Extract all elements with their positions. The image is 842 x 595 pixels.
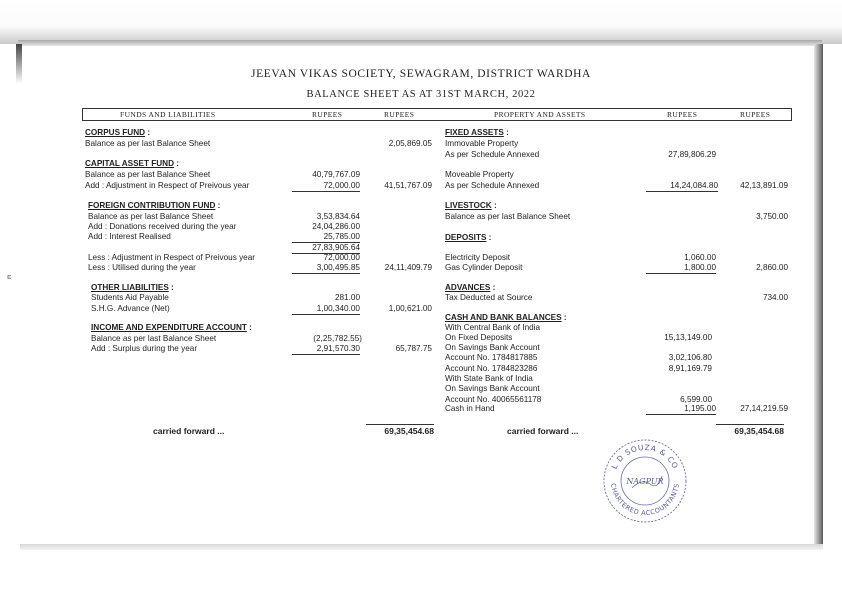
stamp-top-text: L D SOUZA & CO <box>609 442 681 471</box>
capital-asset-fund-heading: CAPITAL ASSET FUND : <box>85 159 180 168</box>
moveable-property-label: Moveable Property <box>445 170 514 179</box>
fixed-assets-total: 42,13,891.09 <box>740 181 788 190</box>
fixed-deposits-label: On Fixed Deposits <box>445 333 513 342</box>
corpus-balance-total: 2,05,869.05 <box>388 139 432 148</box>
cash-in-hand-amount: 1,195.00 <box>646 404 716 415</box>
header-rupees-1: RUPEES <box>312 110 343 119</box>
livestock-balance-label: Balance as per last Balance Sheet <box>445 212 571 221</box>
scan-top-shadow <box>18 40 822 46</box>
central-bank-label: With Central Bank of India <box>445 323 541 332</box>
document-subtitle: BALANCE SHEET AS AT 31ST MARCH, 2022 <box>306 89 536 100</box>
stamp-bottom-text: CHARTERED ACCOUNTANTS <box>609 482 681 518</box>
foreign-donations-label: Add : Donations received during the year <box>88 222 237 231</box>
income-total: 65,787.75 <box>395 344 432 353</box>
account-3-label: Account No. 40065561178 <box>445 395 542 404</box>
income-surplus-label: Add : Surplus during the year <box>91 344 198 353</box>
capital-add-amount: 72,000.00 <box>292 181 360 192</box>
cash-bank-total: 27,14,219.59 <box>740 404 788 413</box>
liabilities-carried-forward-total: 69,35,454.68 <box>366 424 434 436</box>
cash-in-hand-label: Cash in Hand <box>445 404 495 413</box>
capital-balance-amount: 40,79,767.09 <box>312 170 360 179</box>
document-title: JEEVAN VIKAS SOCIETY, SEWAGRAM, DISTRICT WARDHA <box>251 68 591 80</box>
foreign-total: 24,11,409.79 <box>384 263 432 272</box>
assets-carried-forward-total: 69,35,454.68 <box>716 424 784 436</box>
other-liabilities-total: 1,00,621.00 <box>388 304 432 313</box>
account-2-label: Account No. 1784823286 <box>445 364 538 373</box>
shg-advance-label: S.H.G. Advance (Net) <box>91 304 170 313</box>
other-liabilities-heading: OTHER LIABILITIES : <box>91 283 174 292</box>
livestock-total: 3,750.00 <box>756 212 788 221</box>
header-rupees-2: RUPEES <box>384 110 415 119</box>
foreign-donations-amount: 24,04,286.00 <box>312 222 360 231</box>
margin-page-mark: ω <box>5 274 12 280</box>
foreign-interest-label: Add : Interest Realised <box>88 232 171 241</box>
gas-cylinder-deposit-amount: 1,800.00 <box>646 263 716 274</box>
corpus-fund-heading: CORPUS FUND : <box>85 128 151 137</box>
deposits-total: 2,860.00 <box>756 263 788 272</box>
foreign-less-utilised-label: Less : Utilised during the year <box>88 263 196 272</box>
account-2-amount: 8,91,169.79 <box>668 364 712 373</box>
foreign-balance-label: Balance as per last Balance Sheet <box>88 212 214 221</box>
students-aid-amount: 281.00 <box>334 293 360 302</box>
moveable-schedule-label: As per Schedule Annexed <box>445 181 540 190</box>
foreign-interest-amount: 25,785.00 <box>292 232 360 243</box>
header-rupees-3: RUPEES <box>667 110 698 119</box>
header-property: PROPERTY AND ASSETS <box>494 110 586 119</box>
tds-label: Tax Deducted at Source <box>445 293 533 302</box>
fixed-deposits-amount: 15,13,149.00 <box>664 333 712 342</box>
stamp-center-text: NAGPUR <box>626 477 664 486</box>
cash-bank-heading: CASH AND BANK BALANCES : <box>445 313 567 322</box>
shg-advance-amount: 1,00,340.00 <box>292 304 360 315</box>
account-3-amount: 6,599.00 <box>680 395 712 404</box>
income-balance-label: Balance as per last Balance Sheet <box>91 334 217 343</box>
state-bank-label: With State Bank of India <box>445 374 533 383</box>
account-1-label: Account No. 1784817885 <box>445 353 538 362</box>
assets-carried-forward-label: carried forward ... <box>507 426 579 436</box>
savings-account-label-1: On Savings Bank Account <box>445 343 540 352</box>
capital-add-label: Add : Adjustment in Respect of Preivous year <box>85 181 250 190</box>
header-funds: FUNDS AND LIABILITIES <box>120 110 216 119</box>
foreign-subtotal: 27,83,905.64 <box>292 243 360 254</box>
account-1-amount: 3,02,106.80 <box>668 353 712 362</box>
savings-account-label-2: On Savings Bank Account <box>445 384 540 393</box>
capital-balance-label: Balance as per last Balance Sheet <box>85 170 211 179</box>
advances-heading: ADVANCES : <box>445 283 496 292</box>
scan-bottom-edge <box>20 544 823 550</box>
gas-cylinder-deposit-label: Gas Cylinder Deposit <box>445 263 523 272</box>
electricity-deposit-label: Electricity Deposit <box>445 253 511 262</box>
foreign-balance-amount: 3,53,834.64 <box>316 212 360 221</box>
scan-top-edge <box>0 0 842 44</box>
capital-total: 41,51,767.09 <box>384 181 432 190</box>
foreign-less-adjustment-label: Less : Adjustment in Respect of Preivous year <box>88 253 256 262</box>
deposits-heading: DEPOSITS : <box>445 233 492 242</box>
scan-right-shadow <box>814 44 823 550</box>
students-aid-label: Students Aid Payable <box>91 293 169 302</box>
auditor-stamp <box>602 438 688 524</box>
income-surplus-amount: 2,91,570.30 <box>292 344 360 355</box>
immovable-schedule-label: As per Schedule Annexed <box>445 150 540 159</box>
liabilities-carried-forward-label: carried forward ... <box>153 426 225 436</box>
advances-total: 734.00 <box>762 293 788 302</box>
livestock-heading: LIVESTOCK : <box>445 201 497 210</box>
income-balance-amount: (2,25,782.55) <box>313 334 362 343</box>
fixed-assets-heading: FIXED ASSETS : <box>445 128 509 137</box>
moveable-property-amount: 14,24,084.80 <box>646 181 718 192</box>
svg-text:CHARTERED ACCOUNTANTS <box>609 483 681 517</box>
corpus-balance-label: Balance as per last Balance Sheet <box>85 139 211 148</box>
electricity-deposit-amount: 1,060.00 <box>684 253 716 262</box>
foreign-contribution-heading: FOREIGN CONTRIBUTION FUND : <box>88 201 221 210</box>
foreign-less-utilised-amount: 3,00,495.85 <box>292 263 360 274</box>
header-rupees-4: RUPEES <box>740 110 771 119</box>
foreign-less-adjustment-amount: 72,000.00 <box>323 253 360 262</box>
immovable-property-label: Immovable Property <box>445 139 519 148</box>
immovable-property-amount: 27,89,806.29 <box>668 150 716 159</box>
income-expenditure-heading: INCOME AND EXPENDITURE ACCOUNT : <box>91 323 252 332</box>
